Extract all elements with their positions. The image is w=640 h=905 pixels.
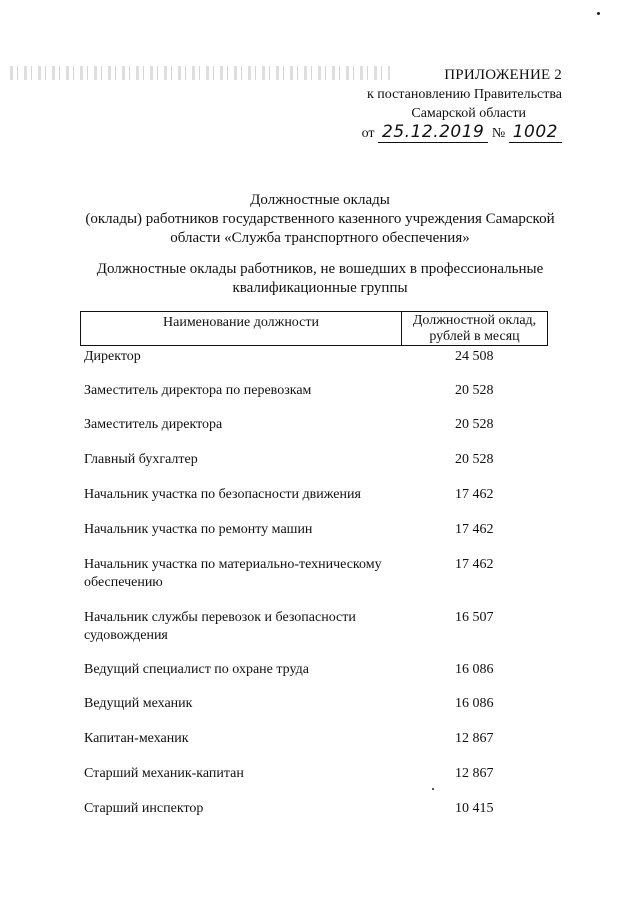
scan-artifact — [10, 66, 390, 80]
position-name: Заместитель директора по перевозкам — [84, 383, 312, 398]
position-name: Директор — [84, 349, 141, 364]
salary-value: 16 086 — [455, 662, 494, 677]
title-line: Должностные оклады — [250, 192, 390, 208]
position-name: Старший инспектор — [84, 801, 204, 816]
section-subtitle — [70, 260, 570, 298]
salary-value: 10 415 — [455, 801, 494, 816]
date-prefix: от — [361, 126, 375, 141]
title-line: (оклады) работников государственного казенного учреждения Самарской — [85, 211, 555, 227]
decree-reference: к постановлению Правительства — [366, 87, 562, 102]
position-name: Заместитель директора — [84, 417, 223, 432]
column-header-position: Наименование должности — [81, 312, 402, 345]
table-header — [80, 311, 548, 346]
appendix-header — [362, 66, 562, 143]
position-name: Капитан-механик — [84, 731, 189, 746]
number-prefix: № — [491, 126, 506, 141]
salary-value: 17 462 — [455, 522, 494, 537]
position-name: Ведущий механик — [84, 696, 193, 711]
position-name: Начальник участка по безопасности движения — [84, 487, 361, 502]
column-header-salary — [402, 312, 547, 345]
decree-date: 25.12.2019 — [378, 122, 488, 143]
salary-value: 20 528 — [455, 383, 494, 398]
position-name: Старший механик-капитан — [84, 766, 244, 781]
title-line: области «Служба транспортного обеспечения» — [170, 230, 470, 246]
salary-value: 20 528 — [455, 417, 494, 432]
salary-value: 17 462 — [455, 487, 494, 502]
salary-value: 20 528 — [455, 452, 494, 467]
position-name: Начальник службы перевозок и безопасности судовождения — [84, 610, 356, 643]
position-name: Главный бухгалтер — [84, 452, 198, 467]
scan-speck — [597, 12, 600, 15]
position-name: Начальник участка по ремонту машин — [84, 522, 313, 537]
decree-date-number — [362, 123, 562, 143]
region-name: Самарской области — [411, 106, 526, 121]
subtitle-line: Должностные оклады работников, не вошедших в профессиональные — [96, 261, 544, 277]
salary-value: 12 867 — [455, 731, 494, 746]
salary-value: 16 507 — [455, 610, 494, 625]
scan-speck — [432, 788, 434, 790]
position-name: Начальник участка по материально-техническому обеспечению — [84, 557, 382, 590]
salary-value: 17 462 — [455, 557, 494, 572]
salary-value: 24 508 — [455, 349, 494, 364]
salary-value: 16 086 — [455, 696, 494, 711]
document-title — [70, 191, 570, 248]
appendix-label: ПРИЛОЖЕНИЕ 2 — [444, 67, 562, 83]
position-name: Ведущий специалист по охране труда — [84, 662, 309, 677]
decree-number: 1002 — [509, 122, 562, 143]
salary-header-line: рублей в месяц — [429, 329, 520, 344]
subtitle-line: квалификационные группы — [232, 280, 408, 296]
salary-header-line: Должностной оклад, — [412, 313, 537, 328]
salary-value: 12 867 — [455, 766, 494, 781]
